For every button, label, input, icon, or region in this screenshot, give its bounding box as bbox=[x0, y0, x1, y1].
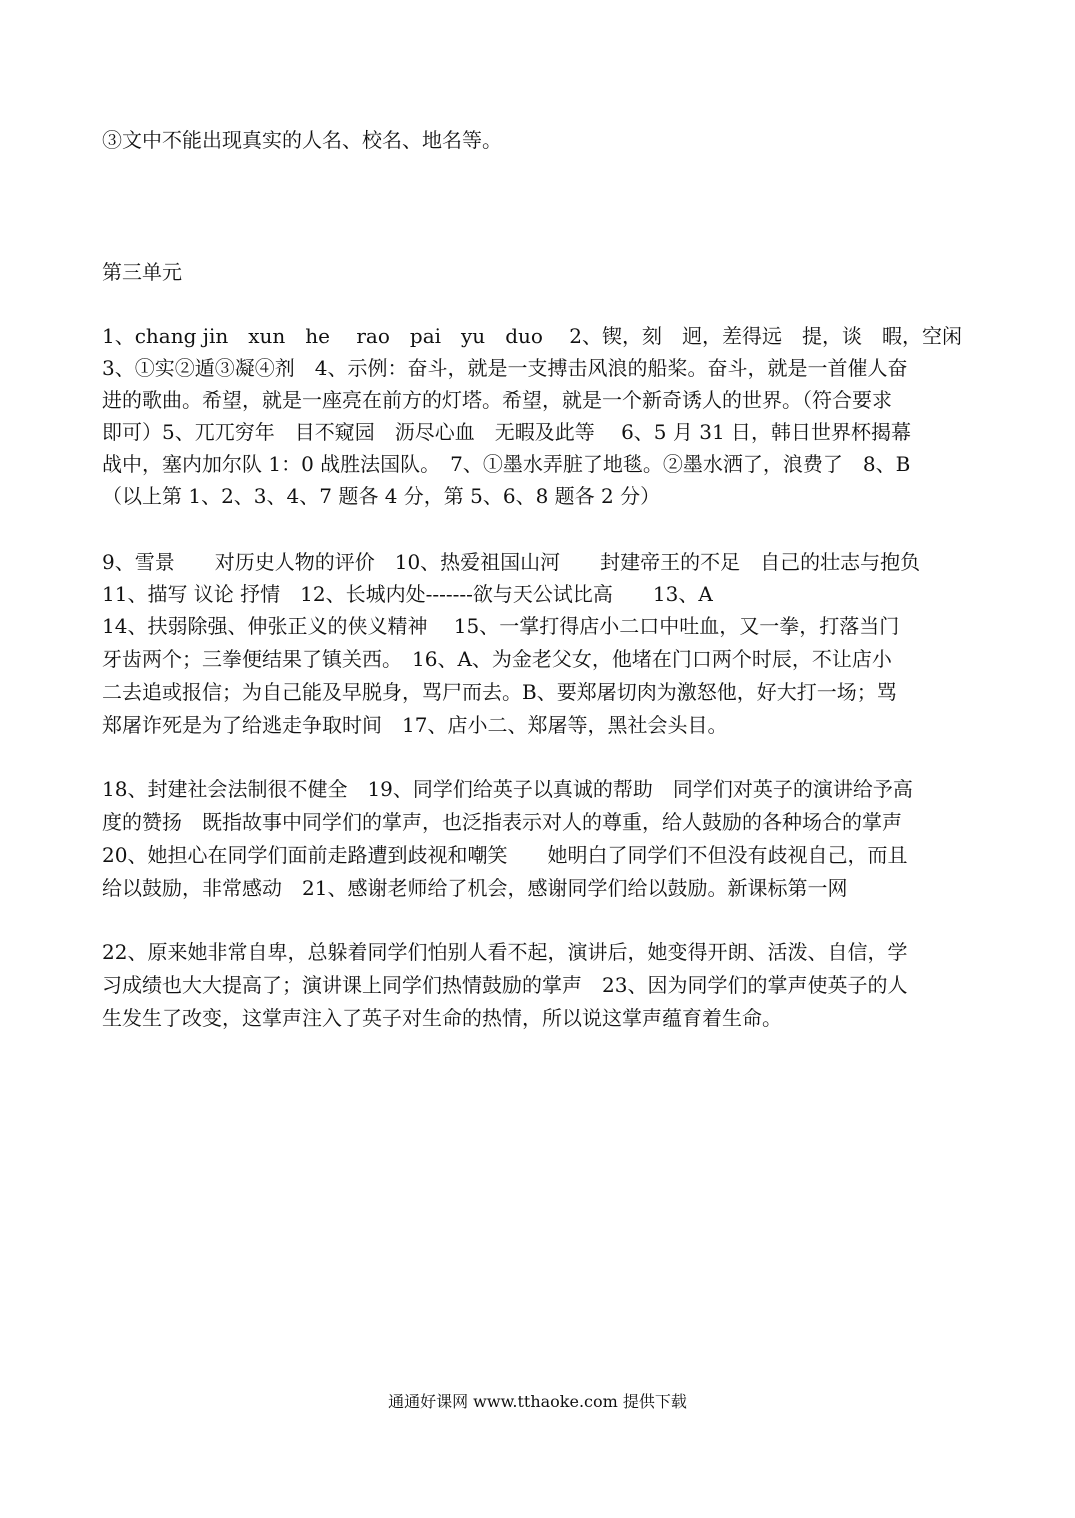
intro-note: ③文中不能出现真实的人名、校名、地名等。 bbox=[102, 128, 502, 152]
answer-line: 战中，塞内加尔队 1：0 战胜法国队。 7、①墨水弄脏了地毯。②墨水洒了，浪费了 8、B bbox=[102, 452, 911, 476]
answer-line: 郑屠诈死是为了给逃走争取时间 17、店小二、郑屠等，黑社会头目。 bbox=[102, 713, 728, 737]
answer-line: （以上第 1、2、3、4、7 题各 4 分，第 5、6、8 题各 2 分） bbox=[102, 484, 661, 508]
answer-line: 二去追或报信；为自己能及早脱身，骂尸而去。B、要郑屠切肉为激怒他，好大打一场；骂 bbox=[102, 680, 897, 704]
answer-line: 9、雪景 对历史人物的评价 10、热爱祖国山河 封建帝王的不足 自己的壮志与抱负 bbox=[102, 550, 921, 574]
page-footer: 通通好课网 www.tthaoke.com 提供下载 bbox=[388, 1392, 687, 1411]
answer-line: 14、扶弱除强、伸张正义的侠义精神 15、一掌打得店小二口中吐血，又一拳，打落当门 bbox=[102, 614, 900, 638]
answer-line: 习成绩也大大提高了；演讲课上同学们热情鼓励的掌声 23、因为同学们的掌声使英子的人 bbox=[102, 973, 908, 997]
answer-line: 11、描写 议论 抒情 12、长城内处-------欲与天公试比高 13、A bbox=[102, 582, 713, 606]
answer-line: 生发生了改变，这掌声注入了英子对生命的热情，所以说这掌声蕴育着生命。 bbox=[102, 1006, 782, 1030]
answer-line: 20、她担心在同学们面前走路遭到歧视和嘲笑 她明白了同学们不但没有歧视自己，而且 bbox=[102, 843, 908, 867]
answer-line: 22、原来她非常自卑，总躲着同学们怕别人看不起，演讲后，她变得开朗、活泼、自信，学 bbox=[102, 940, 908, 964]
answer-line: 给以鼓励，非常感动 21、感谢老师给了机会，感谢同学们给以鼓励。新课标第一网 bbox=[102, 876, 848, 900]
answer-line: 18、封建社会法制很不健全 19、同学们给英子以真诚的帮助 同学们对英子的演讲给予高 bbox=[102, 777, 913, 801]
answer-line: 进的歌曲。希望，就是一座亮在前方的灯塔。希望，就是一个新奇诱人的世界。（符合要求 bbox=[102, 388, 892, 412]
answer-line: 即可）5、兀兀穷年 目不窥园 沥尽心血 无暇及此等 6、5 月 31 日，韩日世界杯揭幕 bbox=[102, 420, 912, 444]
answer-line: 3、①实②遁③凝④剂 4、示例：奋斗，就是一支搏击风浪的船桨。奋斗，就是一首催人奋 bbox=[102, 356, 908, 380]
answer-line: 牙齿两个；三拳便结果了镇关西。 16、A、为金老父女，他堵在门口两个时辰，不让店小 bbox=[102, 647, 892, 671]
answer-line: 1、chang jin xun he rao pai yu duo 2、锲，刻 迥，差得远 提，谈 暇，空闲 bbox=[102, 324, 962, 348]
unit-title: 第三单元 bbox=[102, 260, 182, 284]
answer-line: 度的赞扬 既指故事中同学们的掌声，也泛指表示对人的尊重，给人鼓励的各种场合的掌声 bbox=[102, 810, 902, 834]
